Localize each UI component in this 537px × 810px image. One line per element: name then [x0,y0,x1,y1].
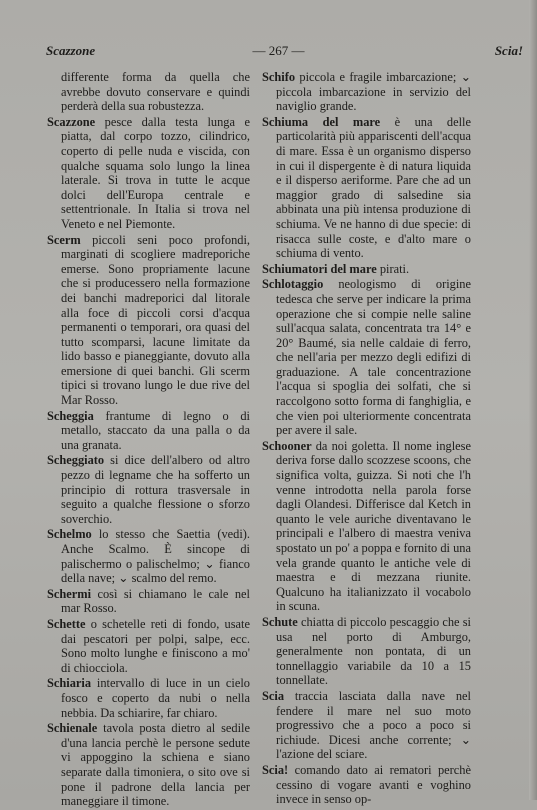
entry-term: Schiumatori del mare [262,261,377,276]
entry-term: Scia! [262,762,289,777]
dictionary-entry [262,439,471,614]
page-number: — 267 — [252,43,305,58]
dictionary-entry [47,587,250,616]
entry-text: pirati. [376,261,410,276]
entry-text: intervallo di luce in un cielo fosco e coperto da nubi o nella nebbia. Da schiarire, far chiaro. [61,676,250,720]
entry-text: lo stesso che Saettia (vedi). Anche Scalmo. È sincope di palischermo o palischelmo; ⌄ fianco della nave; ⌄ scalmo del remo. [61,527,250,586]
dictionary-entry [47,115,250,232]
entry-term: Scheggiato [47,453,105,468]
entry-text: frantume di legno o di metallo, staccato da una palla o da una granata. [61,408,250,452]
entry-term: Schermi [47,586,92,601]
entry-text: o schetelle reti di fondo, usate dai pescatori per polpi, salpe, ecc. Sono molto lunghe e finiscono a mo' di chiocciola. [61,616,250,675]
entry-text: si dice dell'albero od altro pezzo di legname che ha sofferto un principio di rottura trasversale in seguito a qualche flessione o sforzo soverchio. [61,453,250,526]
entry-text: chiatta di piccolo pescaggio che si usa nel porto di Amburgo, generalmente non pontata, di un tonnellaggio variabile da 10 a 15 tonnellate. [276,614,471,688]
entry-term: Schifo [262,70,296,84]
dictionary-entry [262,763,471,807]
entry-term: Schiuma del mare [262,114,381,129]
entry-text: pesce dalla testa lunga e piatta, dal corpo tozzo, cilindrico, coperto di pelle nuda e viscida, con qualche squama solo lungo la linea laterale. Si trova in tutte le acque dolci dell'Europa centrale e settentrionale. In Italia si trova nel Veneto e nel Piemonte. [61,114,250,231]
entry-term: Schlotaggio [262,277,324,292]
entry-term: Schienale [47,721,98,736]
header-left-word: Scazzone [46,43,96,58]
dictionary-entry [47,453,250,526]
dictionary-entry [47,676,250,720]
dictionary-entry [262,277,471,438]
entry-text: piccoli seni poco profondi, marginati di scogliere madreporiche emerse. Sono propriamente lacune che si producessero nella formazione dei banchi madreporici dal litorale alla foce di piccoli corsi d'acqua permanenti o temporari, ora quasi del tutto scomparsi, lacune limitate da lido basso e pianeggiante, dovuto alla emersione di quei banchi. Gli scerm tipici si trovano lungo le due rive del Mar Rosso. [61,232,250,408]
dictionary-entry [47,70,250,114]
entry-term: Scia [262,688,285,703]
dictionary-entry [262,615,471,688]
left-column [47,70,250,810]
entry-term: Schooner [262,438,312,453]
entry-text: è una delle particolarità più appariscenti dell'acqua di mare. Essa è un organismo disperso in cui il dispergente è di natura liquida e il disperso aeriforme. Pare che ad un maggior grado di salsedine sia abbinata una più intensa produzione di schiuma. Ve ne hanno di due specie: di risacca sulle coste, e d'alto mare o schiuma di vento. [276,114,472,261]
entry-text: neologismo di origine tedesca che serve per indicare la prima operazione che si compie nelle saline sull'acqua salata, concentrata tra 14° e 20° Baumé, sia nelle caldaie di ferro, che nell'aria per mezzo degli edifizi di graduazione. A tale concentrazione l'acqua si spoglia dei solfati, che si raccolgono sotto forma di fanghiglia, e che vien poi ulteriormente concentrata per avere il sale. [276,277,471,438]
entry-text: piccola e fragile imbarcazione; ⌄ piccola imbarcazione in servizio del naviglio grande. [276,70,471,114]
entry-text: così si chiamano le cale nel mar Rosso. [61,586,250,616]
entry-term: Scheggia [47,408,94,423]
entry-text: da noi goletta. Il nome inglese deriva forse dallo scozzese scoons, che significa volta, guizza. Si noti che l'h venne introdotta nella parola forse dagli Olandesi. Differisce dal Ketch in quanto le vele auriche diventavano le principali e l'albero di maestra veniva spostato un po' a poppa e fornito di una vela grande quanto le antiche vele di maestra e di mezzana riunite. Qualcuno ha italianizzato il vocabolo in scuna. [276,438,471,614]
entry-term: Scerm [47,232,81,247]
page-header [46,43,523,61]
entry-term: Scazzone [47,114,96,129]
entry-term: Schelmo [47,527,92,542]
entry-text: traccia lasciata dalla nave nel fendere il mare nel suo moto progressivo che a poco a poco si richiude. Dicesi anche corrente; ⌄ l'azione del sciare. [276,688,471,762]
dictionary-entry [262,262,471,277]
dictionary-entry [47,409,250,453]
dictionary-entry [47,233,250,408]
header-right-word: Scia! [494,43,523,58]
entry-text: differente forma da quella che avrebbe dovuto conservare e quindi perderà della sua robustezza. [61,70,250,114]
dictionary-entry [262,689,471,762]
entry-term: Schute [262,614,298,629]
entry-term: Schiaria [47,676,92,691]
dictionary-entry [262,115,471,261]
dictionary-entry [262,70,471,114]
right-column [262,70,471,808]
entry-text: comando dato ai rematori perchè cessino di vogare avanti e voghino invece in senso op- [276,762,471,807]
dictionary-entry [47,721,250,809]
page-edge-shadow [529,0,537,800]
dictionary-entry [47,527,250,585]
entry-text: tavola posta dietro al sedile d'una lancia perchè le persone sedute vi appoggino la schiena e siano separate dalla timoniera, o sito ove si pone il padrone della lancia per maneggiare il timone. [61,721,250,809]
dictionary-entry [47,617,250,675]
entry-term: Schette [47,616,86,631]
